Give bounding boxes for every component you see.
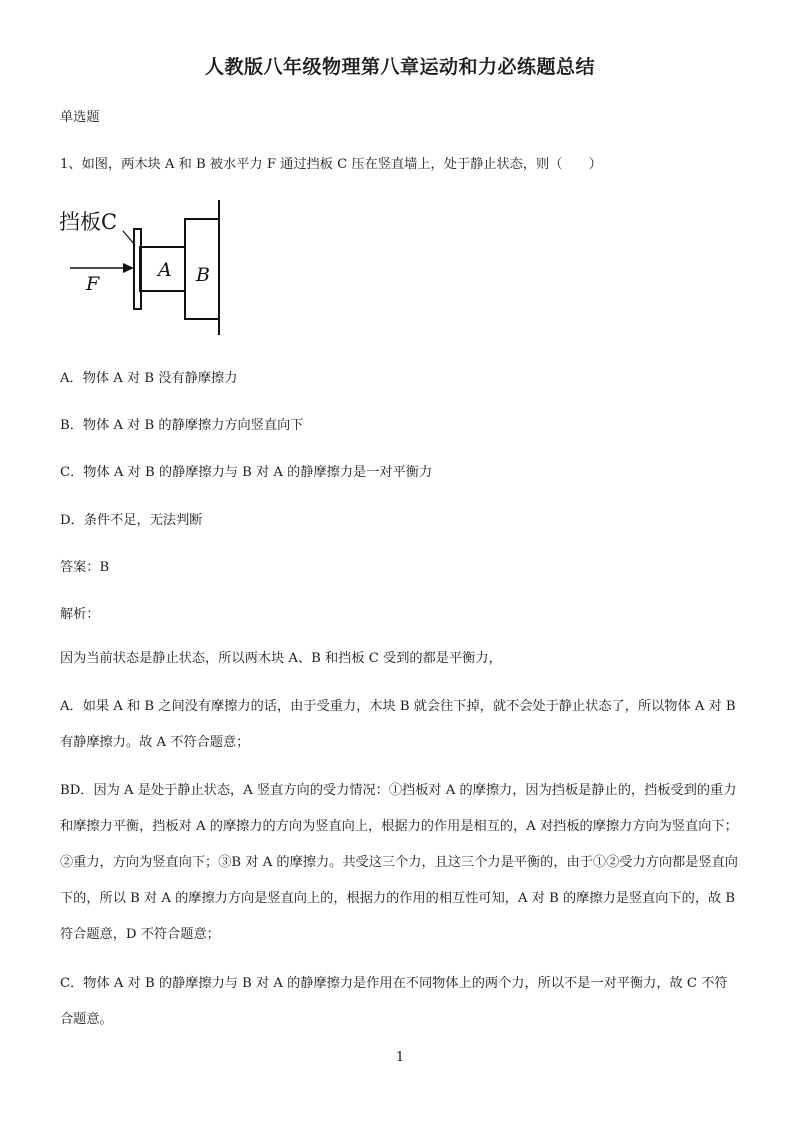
question-text: 1、如图，两木块 A 和 B 被水平力 F 通过挡板 C 压在竖直墙上，处于静止状态，则（ ） [60,157,602,172]
answer-text: 答案：B [60,560,110,575]
option-d: D．条件不足，无法判断 [60,513,203,528]
label-c: 挡板C [59,210,118,234]
option-a: A．物体 A 对 B 没有静摩擦力 [60,371,238,386]
page-title: 人教版八年级物理第八章运动和力必练题总结 [204,56,595,78]
analysis-intro: 因为当前状态是静止状态，所以两木块 A、B 和挡板 C 受到的都是平衡力， [60,651,502,666]
analysis-label: 解析： [60,607,100,622]
blocks-diagram [55,195,230,340]
analysis-c: C．物体 A 对 B 的静摩擦力与 B 对 A 的静摩擦力是作用在不同物体上的两个力，所以不是一对平衡力，故 C 不符合题意。 [60,976,728,1027]
label-a: A [158,259,172,281]
label-b: B [196,264,210,286]
analysis-a: A．如果 A 和 B 之间没有摩擦力的话，由于受重力，木块 B 就会往下掉，就不会处于静止状态了，所以物体 A 对 B 有静摩擦力。故 A 不符合题意； [60,699,736,750]
force-arrow-head [123,263,134,273]
page-number: 1 [395,1050,405,1065]
section-heading: 单选题 [60,110,100,125]
physics-figure [55,195,230,340]
option-c: C．物体 A 对 B 的静摩擦力与 B 对 A 的静摩擦力是一对平衡力 [60,465,433,480]
analysis-bd: BD．因为 A 是处于静止状态，A 竖直方向的受力情况：①挡板对 A 的摩擦力，因为挡板是静止的，挡板受到的重力和摩擦力平衡，挡板对 A 的摩擦力的方向为竖直向上，根据力的作用是相互的，A 对挡板的摩擦力方向为竖直向下；②重力，方向为竖直向下；③B 对 A 的摩擦力。共受这三个力，且这三个力是平衡的，由于①②受力方向都是竖直向下的，所以 B 对 A 的摩擦力方向是竖直向上的，根据力的作用的相互性可知，A 对 B 的摩擦力是竖直向下的，故 B 符合题意，D 不符合题意； [60,783,738,942]
option-b: B．物体 A 对 B 的静摩擦力方向竖直向下 [60,418,304,433]
label-f: F [86,273,100,295]
